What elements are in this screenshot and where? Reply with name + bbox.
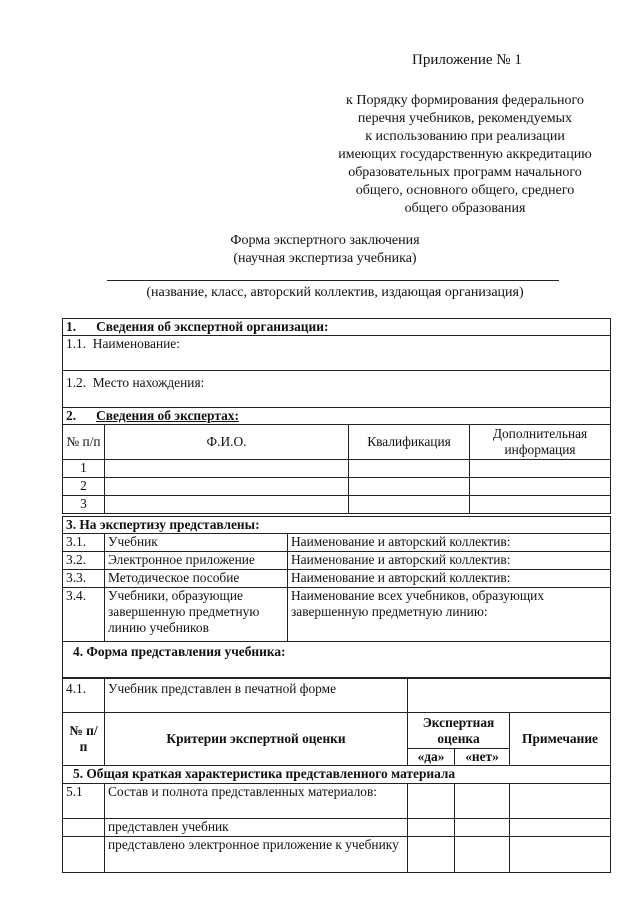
print-form-row [63, 679, 611, 713]
criteria-no-cell[interactable] [455, 819, 510, 837]
appendix-ref-line: к Порядку формирования федерального [346, 93, 584, 108]
expert-qualification-cell[interactable] [349, 496, 470, 514]
criteria-no-cell[interactable] [455, 837, 510, 873]
material-item: Методическое пособие [105, 570, 288, 588]
criteria-col-assessment: Экспертная оценка [408, 713, 510, 749]
expert-row [63, 478, 611, 496]
expert-extra-cell[interactable] [470, 460, 611, 478]
material-desc-field[interactable]: Наименование и авторский коллектив: [288, 552, 611, 570]
material-row [63, 552, 611, 570]
material-num: 3.1. [63, 534, 105, 552]
appendix-ref-line: перечня учебников, рекомендуемых [357, 111, 573, 126]
material-num: 3.4. [63, 588, 105, 642]
criteria-note-cell[interactable] [510, 819, 611, 837]
section-1-title: 1. Сведения об экспертной организации: [63, 319, 611, 336]
expert-row-num: 3 [63, 496, 105, 514]
criteria-yes-cell[interactable] [408, 837, 455, 873]
expert-row-num: 1 [63, 460, 105, 478]
experts-col-fio: Ф.И.О. [105, 425, 349, 460]
criteria-text: представлен учебник [105, 819, 408, 837]
section-4-header-row [63, 642, 611, 678]
criteria-text: представлено электронное приложение к учебнику [105, 837, 408, 873]
expert-extra-cell[interactable] [470, 496, 611, 514]
section-2-header-row [63, 408, 611, 425]
criteria-yes-cell[interactable] [408, 819, 455, 837]
criteria-no-cell[interactable] [455, 784, 510, 819]
criteria-col-yes: «да» [408, 749, 455, 766]
material-num: 3.2. [63, 552, 105, 570]
appendix-reference [300, 92, 630, 218]
material-row [63, 588, 611, 642]
expert-fio-cell[interactable] [105, 496, 349, 514]
appendix-ref-line: общего образования [404, 201, 526, 216]
criteria-col-num: № п/п [63, 713, 105, 766]
criteria-row [63, 819, 611, 837]
criteria-col-note: Примечание [510, 713, 611, 766]
print-form-num: 4.1. [63, 679, 105, 713]
appendix-ref-line: общего, основного общего, среднего [355, 183, 575, 198]
expert-fio-cell[interactable] [105, 460, 349, 478]
material-item: Электронное приложение [105, 552, 288, 570]
form-title-line: Форма экспертного заключения [230, 233, 420, 248]
material-desc-field[interactable]: Наименование и авторский коллектив: [288, 534, 611, 552]
organization-location-field[interactable]: 1.2. Место нахождения: [63, 371, 611, 408]
criteria-num [63, 819, 105, 837]
material-desc-field[interactable]: Наименование и авторский коллектив: [288, 570, 611, 588]
organization-name-row [63, 336, 611, 371]
material-num: 3.3. [63, 570, 105, 588]
organization-name-field[interactable]: 1.1. Наименование: [63, 336, 611, 371]
experts-header-row [63, 425, 611, 460]
material-desc-field[interactable]: Наименование всех учебников, образующих завершенную предметную линию: [288, 588, 611, 642]
appendix-ref-line: образовательных программ начального [348, 165, 582, 180]
section-3-header-row [63, 517, 611, 534]
material-row [63, 534, 611, 552]
expert-qualification-cell[interactable] [349, 460, 470, 478]
section-2-title: 2. Сведения об экспертах: [63, 408, 611, 425]
criteria-table [62, 712, 611, 873]
expert-row-num: 2 [63, 478, 105, 496]
experts-info-table [62, 318, 611, 514]
material-item: Учебники, образующие завершенную предметную линию учебников [105, 588, 288, 642]
form-title [160, 232, 490, 268]
submitted-materials-table [62, 516, 611, 678]
criteria-note-cell[interactable] [510, 784, 611, 819]
expert-qualification-cell[interactable] [349, 478, 470, 496]
print-form-label: Учебник представлен в печатной форме [105, 679, 408, 713]
section-1-header-row [63, 319, 611, 336]
appendix-number: Приложение № 1 [412, 52, 522, 68]
organization-location-row [63, 371, 611, 408]
criteria-col-criteria: Критерии экспертной оценки [105, 713, 408, 766]
criteria-num [63, 837, 105, 873]
section-4-title: 4. Форма представления учебника: [63, 642, 611, 678]
section-5-title: 5. Общая краткая характеристика представленного материала [63, 766, 611, 784]
form-subtitle-line: (научная экспертиза учебника) [233, 251, 417, 266]
criteria-num: 5.1 [63, 784, 105, 819]
criteria-text: Состав и полнота представленных материалов: [105, 784, 408, 819]
section-5-header-row [63, 766, 611, 784]
expert-row [63, 460, 611, 478]
experts-col-extra: Дополнительная информация [470, 425, 611, 460]
section-3-title: 3. На экспертизу представлены: [63, 517, 611, 534]
expert-fio-cell[interactable] [105, 478, 349, 496]
print-form-table [62, 678, 611, 713]
criteria-note-cell[interactable] [510, 837, 611, 873]
appendix-ref-line: имеющих государственную аккредитацию [338, 147, 592, 162]
experts-col-qualification: Квалификация [349, 425, 470, 460]
material-row [63, 570, 611, 588]
criteria-row [63, 837, 611, 873]
appendix-ref-line: к использованию при реализации [365, 129, 565, 144]
criteria-header-row [63, 713, 611, 749]
material-item: Учебник [105, 534, 288, 552]
print-form-answer-field[interactable] [408, 679, 611, 713]
textbook-name-caption: (название, класс, авторский коллектив, издающая организация) [146, 285, 524, 300]
textbook-name-fill-line [107, 280, 559, 281]
criteria-col-no: «нет» [455, 749, 510, 766]
criteria-yes-cell[interactable] [408, 784, 455, 819]
expert-row [63, 496, 611, 514]
criteria-row [63, 784, 611, 819]
experts-col-num: № п/п [63, 425, 105, 460]
expert-extra-cell[interactable] [470, 478, 611, 496]
